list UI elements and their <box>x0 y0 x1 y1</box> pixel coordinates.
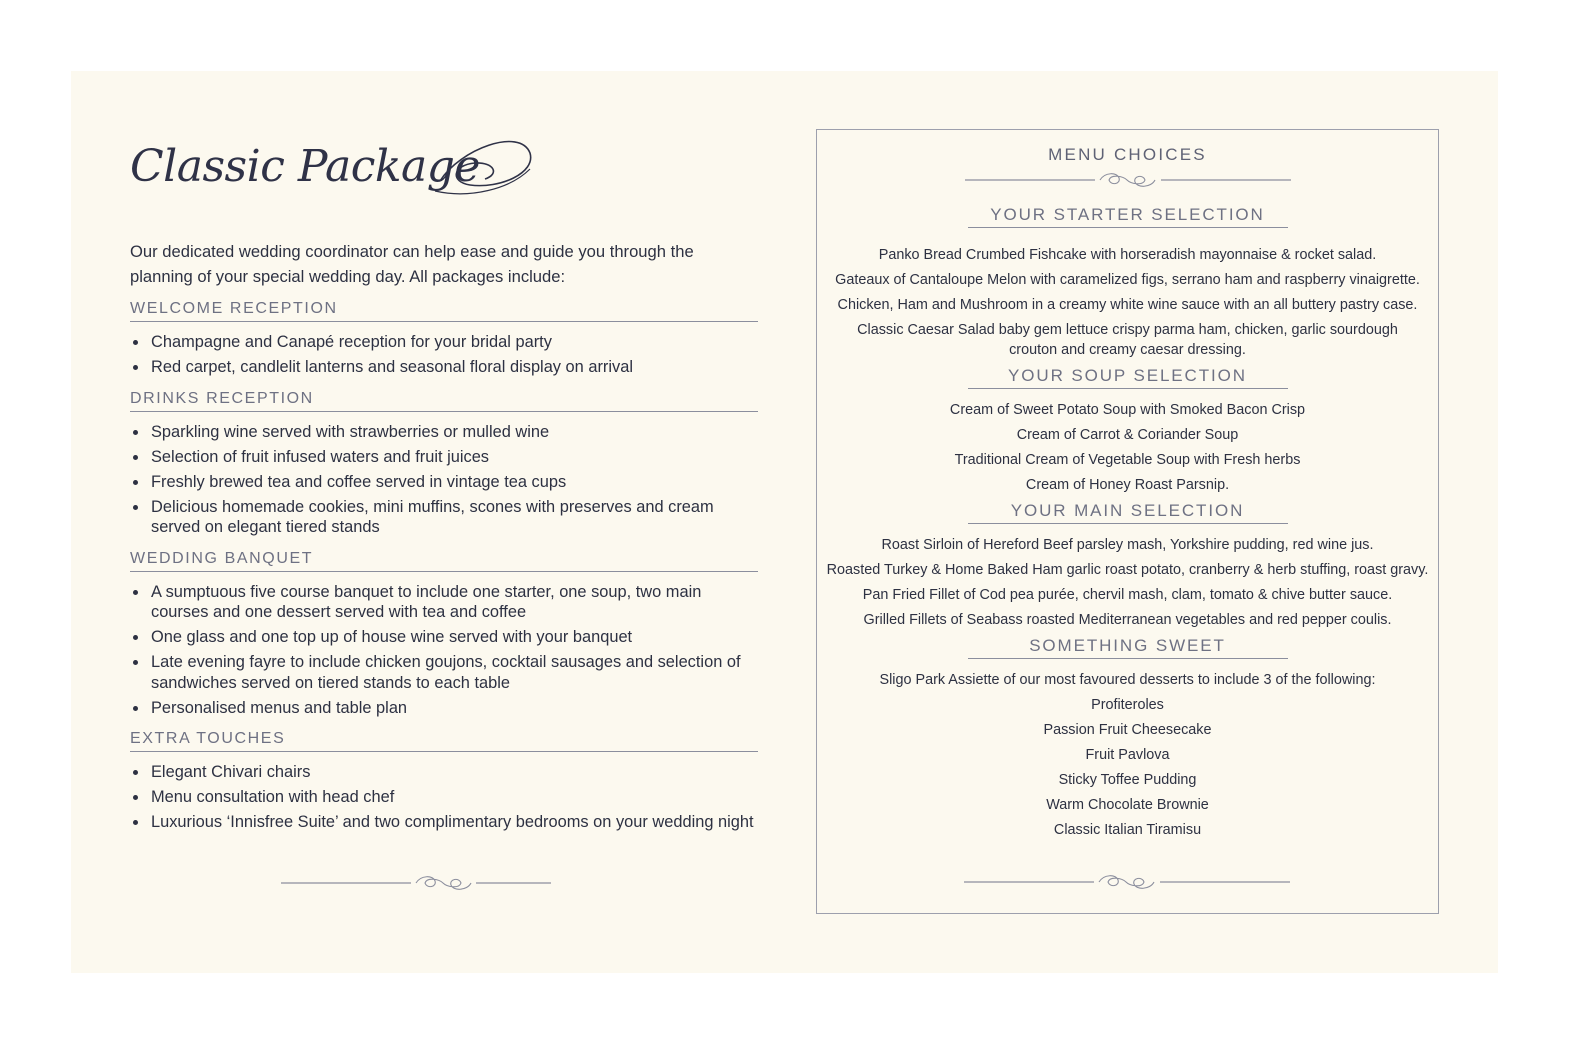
menu-item: Classic Italian Tiramisu <box>1053 822 1202 838</box>
section-heading: DRINKS RECEPTION <box>130 388 758 412</box>
menu-item: Pan Fried Fillet of Cod pea purée, chervil mash, clam, tomato & chive butter sauce. <box>862 587 1393 603</box>
list-item: Personalised menus and table plan <box>130 698 758 719</box>
section-list <box>130 762 758 833</box>
menu-item: Sligo Park Assiette of our most favoured desserts to include 3 of the following: <box>879 672 1376 688</box>
list-item: Late evening fayre to include chicken goujons, cocktail sausages and selection of sandwiches served on tiered stands to each table <box>130 652 758 693</box>
divider-flourish-icon <box>963 168 1293 192</box>
section-heading: WEDDING BANQUET <box>130 548 758 572</box>
divider-flourish-icon <box>221 871 551 895</box>
menu-item: Cream of Honey Roast Parsnip. <box>1025 477 1230 493</box>
menu-group-main <box>817 500 1438 630</box>
section-heading: EXTRA TOUCHES <box>130 728 758 752</box>
list-item: Selection of fruit infused waters and fruit juices <box>130 447 758 468</box>
section-list <box>130 422 758 538</box>
menu-item: Classic Caesar Salad baby gem lettuce crispy parma ham, chicken, garlic sourdough crouton and creamy caesar dressing. <box>857 322 1398 358</box>
section-list <box>130 332 758 378</box>
menu-item: Cream of Sweet Potato Soup with Smoked Bacon Crisp <box>949 402 1306 418</box>
menu-group-heading: YOUR MAIN SELECTION <box>968 500 1288 524</box>
list-item: Freshly brewed tea and coffee served in vintage tea cups <box>130 472 758 493</box>
menu-item: Chicken, Ham and Mushroom in a creamy white wine sauce with an all buttery pastry case. <box>837 297 1418 313</box>
menu-group-starter <box>817 204 1438 360</box>
title-swash-ornament <box>430 129 540 209</box>
menu-group-items <box>817 245 1438 360</box>
menu-item: Profiteroles <box>1091 697 1164 713</box>
package-details <box>130 129 758 837</box>
list-item: Sparkling wine served with strawberries or mulled wine <box>130 422 758 443</box>
title-block <box>130 129 758 219</box>
list-item: A sumptuous five course banquet to include one starter, one soup, two main courses and one dessert served with tea and coffee <box>130 582 758 623</box>
menu-group-heading: YOUR SOUP SELECTION <box>968 365 1288 389</box>
list-item: Menu consultation with head chef <box>130 787 758 808</box>
list-item: Elegant Chivari chairs <box>130 762 758 783</box>
intro-text: Our dedicated wedding coordinator can help ease and guide you through the planning of your special wedding day. All packages include: <box>130 242 694 286</box>
section-heading: WELCOME RECEPTION <box>130 298 758 322</box>
menu-item: Warm Chocolate Brownie <box>1046 797 1209 813</box>
menu-group-items <box>817 535 1438 630</box>
menu-item: Panko Bread Crumbed Fishcake with horseradish mayonnaise & rocket salad. <box>878 247 1377 263</box>
menu-item: Cream of Carrot & Coriander Soup <box>1016 427 1239 443</box>
package-page <box>71 71 1498 973</box>
menu-title: MENU CHOICES <box>1048 145 1207 164</box>
menu-group-heading: SOMETHING SWEET <box>968 635 1288 659</box>
section-welcome-reception <box>130 298 758 378</box>
menu-group-items <box>817 400 1438 495</box>
section-drinks-reception <box>130 388 758 538</box>
menu-item: Gateaux of Cantaloupe Melon with caramelized figs, serrano ham and raspberry vinaigrette. <box>835 272 1420 288</box>
menu-item: Sticky Toffee Pudding <box>1058 772 1197 788</box>
menu-group-items <box>817 670 1438 840</box>
list-item: Delicious homemade cookies, mini muffins, scones with preserves and cream served on elegant tiered stands <box>130 497 758 538</box>
section-wedding-banquet <box>130 548 758 719</box>
menu-group-soup <box>817 365 1438 495</box>
list-item: One glass and one top up of house wine served with your banquet <box>130 627 758 648</box>
list-item: Luxurious ‘Innisfree Suite’ and two complimentary bedrooms on your wedding night <box>130 812 758 833</box>
section-extra-touches <box>130 728 758 833</box>
menu-item: Traditional Cream of Vegetable Soup with Fresh herbs <box>954 452 1301 468</box>
menu-choices-panel <box>816 129 1439 914</box>
menu-item: Roasted Turkey & Home Baked Ham garlic roast potato, cranberry & herb stuffing, roast gravy. <box>826 562 1429 578</box>
section-list <box>130 582 758 719</box>
package-title: Classic Package <box>130 141 480 192</box>
menu-group-heading: YOUR STARTER SELECTION <box>968 204 1288 228</box>
list-item: Champagne and Canapé reception for your bridal party <box>130 332 758 353</box>
menu-item: Fruit Pavlova <box>1085 747 1170 763</box>
list-item: Red carpet, candlelit lanterns and seasonal floral display on arrival <box>130 357 758 378</box>
menu-content <box>817 130 1438 845</box>
menu-item: Passion Fruit Cheesecake <box>1043 722 1212 738</box>
menu-group-sweet <box>817 635 1438 840</box>
divider-flourish-icon <box>962 870 1292 894</box>
menu-item: Roast Sirloin of Hereford Beef parsley mash, Yorkshire pudding, red wine jus. <box>881 537 1374 553</box>
menu-item: Grilled Fillets of Seabass roasted Mediterranean vegetables and red pepper coulis. <box>863 612 1392 628</box>
